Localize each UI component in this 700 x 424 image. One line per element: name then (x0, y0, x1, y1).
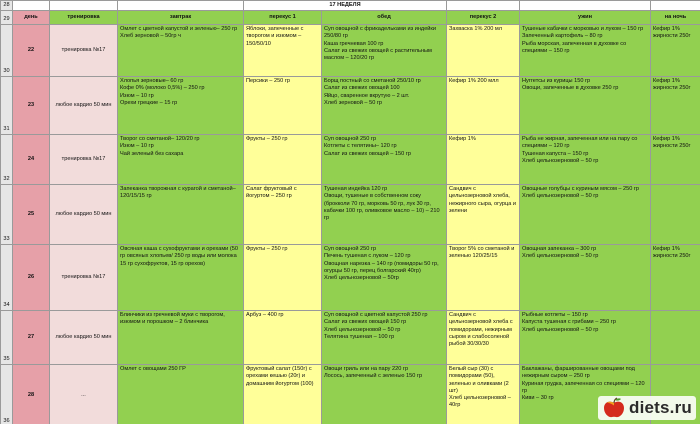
snack1-cell[interactable]: Персики – 250 гр (244, 77, 322, 135)
header-breakfast[interactable]: завтрак (118, 11, 244, 25)
snack2-cell[interactable]: Сандвич с цельнозерновой хлеба, нежирного сыра, огурца и зелени (447, 185, 520, 245)
day-row (1, 311, 700, 365)
snack1-cell[interactable]: Фруктовый салат (150г) с орехами кешью (20г) и домашним йогуртом (100) (244, 365, 322, 424)
header-day[interactable]: день (13, 11, 50, 25)
blank-cell[interactable] (118, 1, 244, 11)
snack1-cell[interactable]: Яблоки, запеченные с творогом и изюмом – 150/50/10 (244, 25, 322, 77)
snack2-cell[interactable]: Кефир 1% 200 млл (447, 77, 520, 135)
day-cell[interactable]: 22 (13, 25, 50, 77)
row-number[interactable]: 35 (1, 311, 13, 365)
lunch-cell[interactable]: Борщ постный со сметаной 250/10 гр Салат из свежих овощей 100 Яйцо, сваренное вкрутую – 2 шт. Хлеб зерновой – 50 гр (322, 77, 447, 135)
workout-cell[interactable]: ... (50, 365, 118, 424)
row-number[interactable]: 33 (1, 185, 13, 245)
header-snack1[interactable]: перекус 1 (244, 11, 322, 25)
header-lunch[interactable]: обед (322, 11, 447, 25)
snack2-cell[interactable]: Захваска 1% 200 мл (447, 25, 520, 77)
day-cell[interactable]: 23 (13, 77, 50, 135)
day-row (1, 25, 700, 77)
day-cell[interactable]: 26 (13, 245, 50, 311)
lunch-cell[interactable]: Овощи гриль или на пару 220 гр Лосось, запеченный с зеленью 150 гр (322, 365, 447, 424)
workout-cell[interactable]: любое кардио 50 мин (50, 77, 118, 135)
night-cell[interactable]: Кефир 1% жирности 250г (651, 245, 700, 311)
day-row (1, 365, 700, 424)
lunch-cell[interactable]: Суп овощной с фрикадельками из индейки 250/80 гр Каша гречневая 100 гр Салат из свежих овощей с растительным маслом – 120/20 гр (322, 25, 447, 77)
dinner-cell[interactable]: Нуггетсы из курицы 150 гр Овощи, запеченные в духовке 250 гр (520, 77, 651, 135)
breakfast-cell[interactable]: Хлопья зерновые– 60 гр Кофе 0% (молоко 0,5%) – 250 гр Изюм – 10 гр Орехи грецкие – 15 гр (118, 77, 244, 135)
dinner-cell[interactable]: Рыба не жирная, запеченная или на пару со специями – 120 гр Тушеная капуста – 150 гр Хлеб цельнозерновой – 50 гр (520, 135, 651, 185)
blank-cell[interactable] (13, 1, 50, 11)
day-cell[interactable]: 27 (13, 311, 50, 365)
lunch-cell[interactable]: Тушеная индейка 120 гр Овощи, тушеные в собственном соку (брокколи 70 гр, морковь 50 гр, лук 30 гр, кабачки 100 гр, оливковое масло – 10) – 210 гр (322, 185, 447, 245)
header-workout[interactable]: тренировка (50, 11, 118, 25)
day-row (1, 135, 700, 185)
breakfast-cell[interactable]: Овсяная каша с сухофруктами и орехами (50 гр овсяных хлопьев/ 250 гр воды или молока 15 гр сухофруктов, 15 гр орехов) (118, 245, 244, 311)
snack1-cell[interactable]: Фрукты – 250 гр (244, 245, 322, 311)
header-snack2[interactable]: перекус 2 (447, 11, 520, 25)
lunch-cell[interactable]: Суп овощной 250 гр Печень тушеная с луком – 120 гр Овощная нарезка – 140 гр (помидоры 50 гр, огурцы 50 гр, перец болгарский 40гр) Хлеб цельнозерновой – 50гр (322, 245, 447, 311)
week-title[interactable]: 17 НЕДЕЛЯ (244, 1, 447, 11)
blank-cell[interactable] (520, 1, 651, 11)
header-dinner[interactable]: ужин (520, 11, 651, 25)
snack1-cell[interactable]: Салат фруктовый с йогуртом – 250 гр (244, 185, 322, 245)
night-cell[interactable] (651, 185, 700, 245)
blank-cell[interactable] (447, 1, 520, 11)
breakfast-cell[interactable]: Запеканка творожная с курагой и сметаной– 120/15/15 гр (118, 185, 244, 245)
brand-name: diets.ru (628, 398, 692, 417)
row-number[interactable]: 30 (1, 25, 13, 77)
diets-ru-watermark (598, 396, 696, 420)
row-number[interactable]: 29 (1, 11, 13, 25)
dinner-cell[interactable]: Баклажаны, фаршированные овощами под нежирным сыром – 250 гр Куриная грудка, запеченная со специями – 120 гр Киви – 30 гр (520, 365, 651, 424)
snack2-cell[interactable]: Творог 5% со сметаной и зеленью 120/25/15 (447, 245, 520, 311)
workout-cell[interactable]: любое кардио 50 мин (50, 311, 118, 365)
apple-icon (602, 397, 626, 419)
day-row (1, 245, 700, 311)
dinner-cell[interactable]: Овощные голубцы с куриным мясом – 250 гр Хлеб цельнозерновой – 50 гр (520, 185, 651, 245)
row-number[interactable]: 31 (1, 77, 13, 135)
dinner-cell[interactable]: Овощная запеканка – 300 гр Хлеб цельнозерновой – 50 гр (520, 245, 651, 311)
day-cell[interactable]: 25 (13, 185, 50, 245)
lunch-cell[interactable]: Суп овощной с цветной капустой 250 гр Салат из свежих овощей 150 гр Хлеб цельнозерновой – 50 гр Телятина тушеная – 100 гр (322, 311, 447, 365)
breakfast-cell[interactable]: Омлет с овощами 250 ГР (118, 365, 244, 424)
breakfast-cell[interactable]: Блинчики из гречневой муки с творогом, изюмом и порошком – 2 блинчика (118, 311, 244, 365)
snack2-cell[interactable]: Кефир 1% (447, 135, 520, 185)
snack1-cell[interactable]: Фрукты – 250 гр (244, 135, 322, 185)
workout-cell[interactable]: любое кардио 50 мин (50, 185, 118, 245)
workout-cell[interactable]: тренировка №17 (50, 25, 118, 77)
dinner-cell[interactable]: Тушеные кабачки с морковью и луком – 150 гр Запеченный картофель – 80 гр Рыба морская, запеченная в духовке со специями – 150 гр (520, 25, 651, 77)
header-night[interactable]: на ночь (651, 11, 700, 25)
dinner-cell[interactable]: Рыбные котлеты – 150 гр Капуста тушеная с грибами – 250 гр Хлеб цельнозерновой – 50 гр (520, 311, 651, 365)
day-cell[interactable]: 24 (13, 135, 50, 185)
day-row (1, 185, 700, 245)
night-cell[interactable]: Кефир 1% жирности 250г (651, 135, 700, 185)
lunch-cell[interactable]: Суп овощной 250 гр Котлеты с телятины– 120 гр Салат из свежих овощей – 150 гр (322, 135, 447, 185)
day-cell[interactable]: 28 (13, 365, 50, 424)
row-28 (1, 1, 700, 11)
snack2-cell[interactable]: Сандвич с цельнозерновой хлеба с помидорами, нежирным сыром и слабосоленой рыбой 30/30/30 (447, 311, 520, 365)
night-cell[interactable]: Кефир 1% жирности 250г (651, 77, 700, 135)
breakfast-cell[interactable]: Омлет с цветной капустой и зеленью– 250 гр Хлеб зерновой – 50гр ч (118, 25, 244, 77)
header-row (1, 11, 700, 25)
night-cell[interactable] (651, 311, 700, 365)
row-number[interactable]: 32 (1, 135, 13, 185)
breakfast-cell[interactable]: Творог со сметаной– 120/20 гр Изюм – 10 гр Чай зеленый без сахара (118, 135, 244, 185)
workout-cell[interactable]: тренировка №17 (50, 245, 118, 311)
blank-cell[interactable] (651, 1, 700, 11)
row-number[interactable]: 28 (1, 1, 13, 11)
snack1-cell[interactable]: Арбуз – 400 гр (244, 311, 322, 365)
row-number[interactable]: 36 (1, 365, 13, 424)
snack2-cell[interactable]: Белый сыр (30) с помидорами (50), зеленью и оливками (2 шт) Хлеб цельнозерновой – 40гр (447, 365, 520, 424)
blank-cell[interactable] (50, 1, 118, 11)
day-row (1, 77, 700, 135)
night-cell[interactable]: Кефир 1% жирности 250г (651, 25, 700, 77)
workout-cell[interactable]: тренировка №17 (50, 135, 118, 185)
row-number[interactable]: 34 (1, 245, 13, 311)
